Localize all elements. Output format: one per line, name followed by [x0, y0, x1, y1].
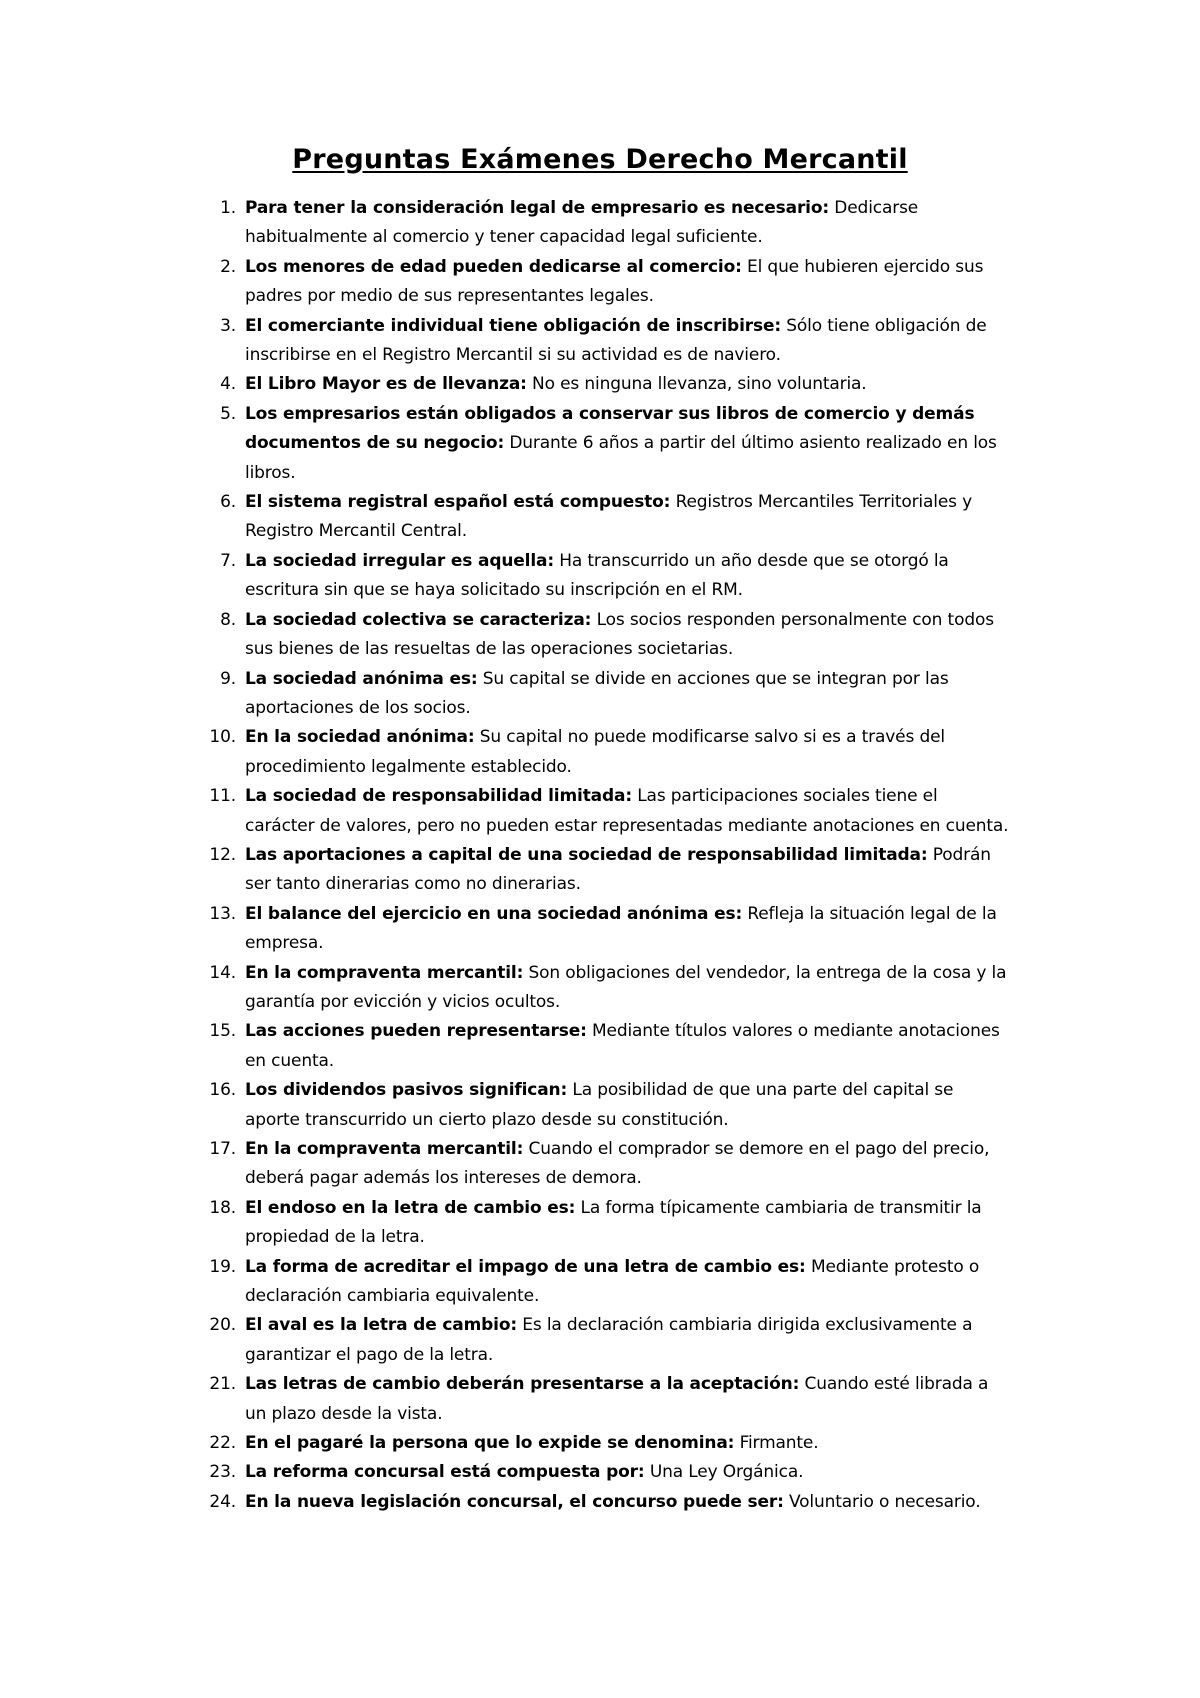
question-prompt: El comerciante individual tiene obligación de inscribirse: — [245, 315, 781, 336]
question-answer: Ha transcurrido un año desde que se otorgó la escritura sin que se haya solicitado su inscripción en el RM. — [245, 550, 949, 601]
question-answer: La posibilidad de que una parte del capital se aporte transcurrido un cierto plazo desde su constitución. — [245, 1080, 954, 1130]
question-item — [0, 194, 1010, 253]
question-prompt: En la compraventa mercantil: — [245, 962, 524, 983]
question-number: 13. — [209, 903, 236, 924]
question-item — [0, 1458, 1010, 1487]
question-prompt: La reforma concursal está compuesta por: — [245, 1462, 645, 1483]
question-number: 23. — [209, 1462, 236, 1483]
question-answer: Las participaciones sociales tiene el carácter de valores, pero no pueden estar representadas mediante anotaciones en cuenta. — [245, 786, 1009, 836]
question-item — [0, 1311, 1010, 1370]
question-prompt: En la compraventa mercantil: — [245, 1139, 524, 1159]
question-prompt: Los dividendos pasivos significan: — [245, 1080, 568, 1101]
question-prompt: En el pagaré la persona que lo expide se denomina: — [245, 1433, 735, 1454]
question-number: 14. — [209, 962, 236, 983]
question-item — [0, 1370, 1010, 1429]
question-answer: Cuando esté librada a un plazo desde la vista. — [245, 1374, 989, 1424]
question-number: 10. — [209, 727, 236, 748]
question-answer: Es la declaración cambiaria dirigida exclusivamente a garantizar el pago de la letra. — [245, 1315, 973, 1365]
question-number: 9. — [220, 668, 236, 689]
question-number: 6. — [220, 492, 236, 513]
question-item — [0, 312, 1010, 371]
question-number: 5. — [220, 403, 236, 424]
question-prompt: El aval es la letra de cambio: — [245, 1315, 518, 1336]
question-item — [0, 1135, 1010, 1194]
question-answer: Mediante protesto o declaración cambiaria equivalente. — [245, 1256, 980, 1307]
question-list — [0, 194, 1200, 1517]
question-item — [0, 400, 1010, 488]
question-item — [0, 959, 1010, 1018]
question-number: 24. — [209, 1491, 236, 1512]
question-answer: No es ninguna llevanza, sino voluntaria. — [526, 374, 867, 395]
question-item — [0, 665, 1010, 724]
question-number: 8. — [220, 609, 236, 630]
question-prompt: Los empresarios están obligados a conservar sus libros de comercio y demás documentos de su negocio: — [245, 403, 975, 454]
question-item — [0, 488, 1010, 547]
question-prompt: Para tener la consideración legal de empresario es necesario: — [245, 198, 830, 218]
question-item — [0, 370, 1010, 399]
question-item — [0, 1194, 1010, 1253]
question-answer: Sólo tiene obligación de inscribirse en el Registro Mercantil si su actividad es de naviero. — [245, 315, 987, 366]
question-prompt: La sociedad irregular es aquella: — [245, 550, 554, 571]
question-prompt: Las aportaciones a capital de una sociedad de responsabilidad limitada: — [245, 844, 928, 865]
question-number: 1. — [220, 198, 236, 218]
question-answer: Su capital se divide en acciones que se integran por las aportaciones de los socios. — [245, 668, 949, 718]
question-answer: Refleja la situación legal de la empresa. — [245, 903, 997, 954]
question-item — [0, 606, 1010, 665]
question-prompt: En la nueva legislación concursal, el concurso puede ser: — [245, 1491, 784, 1512]
question-item — [0, 253, 1010, 312]
question-prompt: En la sociedad anónima: — [245, 727, 475, 748]
question-answer: Mediante títulos valores o mediante anotaciones en cuenta. — [245, 1021, 1000, 1071]
question-prompt: Los menores de edad pueden dedicarse al comercio: — [245, 256, 742, 277]
question-answer: Su capital no puede modificarse salvo si es a través del procedimiento legalmente establecido. — [245, 727, 945, 777]
question-number: 22. — [209, 1433, 236, 1454]
question-number: 20. — [209, 1315, 236, 1336]
page-title: Preguntas Exámenes Derecho Mercantil — [292, 144, 908, 175]
question-answer: Durante 6 años a partir del último asiento realizado en los libros. — [245, 433, 997, 483]
question-prompt: La forma de acreditar el impago de una letra de cambio es: — [245, 1256, 806, 1277]
question-answer: El que hubieren ejercido sus padres por medio de sus representantes legales. — [245, 256, 984, 307]
question-answer: Firmante. — [734, 1433, 819, 1454]
question-answer: Dedicarse habitualmente al comercio y tener capacidad legal suficiente. — [245, 198, 919, 248]
question-answer: Voluntario o necesario. — [783, 1491, 981, 1512]
question-item — [0, 1253, 1010, 1312]
question-number: 12. — [209, 844, 236, 865]
question-answer: Registros Mercantiles Territoriales y Registro Mercantil Central. — [245, 492, 973, 542]
question-prompt: Las acciones pueden representarse: — [245, 1021, 587, 1042]
question-answer: Una Ley Orgánica. — [644, 1462, 804, 1483]
question-number: 15. — [209, 1021, 236, 1042]
question-number: 2. — [220, 256, 236, 277]
question-item — [0, 547, 1010, 606]
question-prompt: El sistema registral español está compuesto: — [245, 492, 671, 513]
question-number: 19. — [209, 1256, 236, 1277]
question-item — [0, 1429, 1010, 1458]
question-prompt: La sociedad colectiva se caracteriza: — [245, 609, 592, 630]
question-item — [0, 1488, 1010, 1517]
question-number: 3. — [220, 315, 236, 336]
question-prompt: La sociedad anónima es: — [245, 668, 478, 689]
question-number: 18. — [209, 1197, 236, 1218]
question-number: 4. — [220, 374, 236, 395]
question-item — [0, 723, 1010, 782]
question-number: 16. — [209, 1080, 236, 1101]
question-answer: Son obligaciones del vendedor, la entrega de la cosa y la garantía por evicción y vicios ocultos. — [245, 962, 1007, 1012]
question-prompt: El Libro Mayor es de llevanza: — [245, 374, 527, 395]
question-prompt: La sociedad de responsabilidad limitada: — [245, 786, 632, 807]
question-answer: Cuando el comprador se demore en el pago del precio, deberá pagar además los intereses de demora. — [245, 1139, 990, 1189]
question-item — [0, 900, 1010, 959]
question-item — [0, 782, 1010, 841]
question-prompt: El balance del ejercicio en una sociedad anónima es: — [245, 903, 743, 924]
question-prompt: Las letras de cambio deberán presentarse a la aceptación: — [245, 1374, 800, 1395]
question-prompt: El endoso en la letra de cambio es: — [245, 1197, 576, 1218]
question-number: 21. — [209, 1374, 236, 1395]
question-answer: La forma típicamente cambiaria de transmitir la propiedad de la letra. — [245, 1197, 982, 1248]
question-number: 17. — [209, 1139, 236, 1159]
question-answer: Los socios responden personalmente con todos sus bienes de las resueltas de las operaciones societarias. — [245, 609, 994, 660]
question-item — [0, 1076, 1010, 1135]
question-item — [0, 841, 1010, 900]
question-answer: Podrán ser tanto dinerarias como no dinerarias. — [245, 844, 991, 895]
question-number: 11. — [209, 786, 236, 807]
question-number: 7. — [220, 550, 236, 571]
question-item — [0, 1017, 1010, 1076]
